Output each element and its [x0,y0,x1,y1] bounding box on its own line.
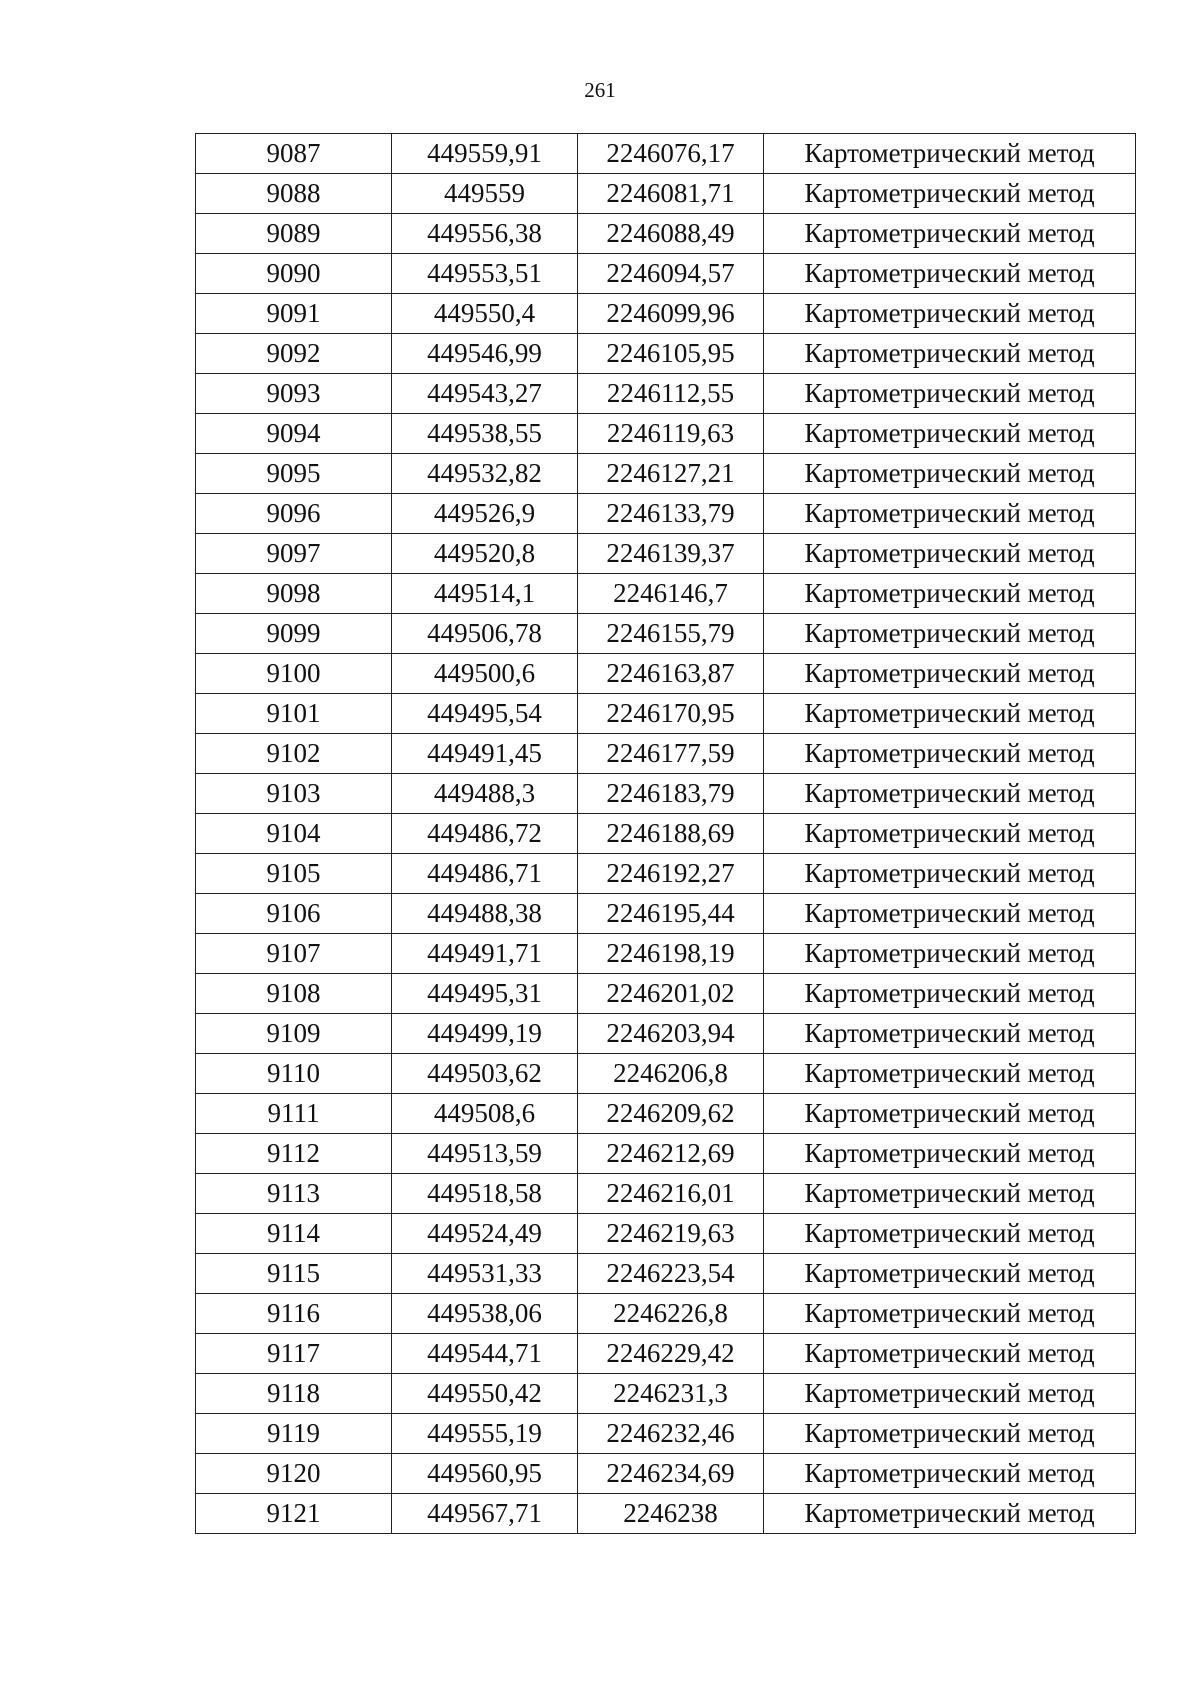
table-row [196,1094,1136,1134]
point-number-cell: 9103 [196,774,392,814]
y-coordinate-cell: 2246163,87 [578,654,764,694]
x-coordinate-cell: 449559 [392,174,578,214]
point-number-cell: 9119 [196,1414,392,1454]
point-number-cell: 9117 [196,1334,392,1374]
table-row [196,334,1136,374]
method-cell: Картометрический метод [764,974,1136,1014]
method-cell: Картометрический метод [764,774,1136,814]
point-number-cell: 9108 [196,974,392,1014]
y-coordinate-cell: 2246206,8 [578,1054,764,1094]
point-number-cell: 9111 [196,1094,392,1134]
method-cell: Картометрический метод [764,1054,1136,1094]
method-cell: Картометрический метод [764,1414,1136,1454]
page-number: 261 [584,78,616,102]
table-row [196,414,1136,454]
table-row [196,1294,1136,1334]
method-cell: Картометрический метод [764,1174,1136,1214]
y-coordinate-cell: 2246094,57 [578,254,764,294]
table-row [196,254,1136,294]
x-coordinate-cell: 449506,78 [392,614,578,654]
x-coordinate-cell: 449543,27 [392,374,578,414]
x-coordinate-cell: 449524,49 [392,1214,578,1254]
method-cell: Картометрический метод [764,1014,1136,1054]
point-number-cell: 9113 [196,1174,392,1214]
point-number-cell: 9105 [196,854,392,894]
y-coordinate-cell: 2246183,79 [578,774,764,814]
y-coordinate-cell: 2246238 [578,1494,764,1534]
point-number-cell: 9089 [196,214,392,254]
y-coordinate-cell: 2246127,21 [578,454,764,494]
table-row [196,294,1136,334]
x-coordinate-cell: 449491,71 [392,934,578,974]
x-coordinate-cell: 449503,62 [392,1054,578,1094]
point-number-cell: 9114 [196,1214,392,1254]
point-number-cell: 9099 [196,614,392,654]
y-coordinate-cell: 2246170,95 [578,694,764,734]
x-coordinate-cell: 449500,6 [392,654,578,694]
table-row [196,454,1136,494]
x-coordinate-cell: 449491,45 [392,734,578,774]
y-coordinate-cell: 2246188,69 [578,814,764,854]
table-row [196,894,1136,934]
x-coordinate-cell: 449520,8 [392,534,578,574]
x-coordinate-cell: 449495,54 [392,694,578,734]
y-coordinate-cell: 2246146,7 [578,574,764,614]
table-row [196,1014,1136,1054]
y-coordinate-cell: 2246088,49 [578,214,764,254]
table-row [196,814,1136,854]
method-cell: Картометрический метод [764,1214,1136,1254]
y-coordinate-cell: 2246198,19 [578,934,764,974]
table-row [196,934,1136,974]
point-number-cell: 9116 [196,1294,392,1334]
method-cell: Картометрический метод [764,1454,1136,1494]
x-coordinate-cell: 449560,95 [392,1454,578,1494]
x-coordinate-cell: 449488,3 [392,774,578,814]
method-cell: Картометрический метод [764,414,1136,454]
table-row [196,374,1136,414]
x-coordinate-cell: 449526,9 [392,494,578,534]
table-row [196,494,1136,534]
table-row [196,1414,1136,1454]
y-coordinate-cell: 2246203,94 [578,1014,764,1054]
method-cell: Картометрический метод [764,694,1136,734]
method-cell: Картометрический метод [764,1334,1136,1374]
y-coordinate-cell: 2246232,46 [578,1414,764,1454]
table-row [196,134,1136,174]
y-coordinate-cell: 2246112,55 [578,374,764,414]
method-cell: Картометрический метод [764,854,1136,894]
x-coordinate-cell: 449486,71 [392,854,578,894]
method-cell: Картометрический метод [764,454,1136,494]
method-cell: Картометрический метод [764,254,1136,294]
table-row [196,854,1136,894]
x-coordinate-cell: 449553,51 [392,254,578,294]
y-coordinate-cell: 2246105,95 [578,334,764,374]
method-cell: Картометрический метод [764,734,1136,774]
y-coordinate-cell: 2246223,54 [578,1254,764,1294]
table-row [196,1454,1136,1494]
table-row [196,654,1136,694]
point-number-cell: 9087 [196,134,392,174]
point-number-cell: 9096 [196,494,392,534]
point-number-cell: 9115 [196,1254,392,1294]
method-cell: Картометрический метод [764,1374,1136,1414]
method-cell: Картометрический метод [764,1254,1136,1294]
table-row [196,694,1136,734]
y-coordinate-cell: 2246139,37 [578,534,764,574]
method-cell: Картометрический метод [764,294,1136,334]
y-coordinate-cell: 2246119,63 [578,414,764,454]
table-row [196,614,1136,654]
method-cell: Картометрический метод [764,174,1136,214]
method-cell: Картометрический метод [764,934,1136,974]
table-row [196,734,1136,774]
method-cell: Картометрический метод [764,334,1136,374]
method-cell: Картометрический метод [764,1094,1136,1134]
point-number-cell: 9090 [196,254,392,294]
y-coordinate-cell: 2246201,02 [578,974,764,1014]
x-coordinate-cell: 449532,82 [392,454,578,494]
point-number-cell: 9097 [196,534,392,574]
x-coordinate-cell: 449508,6 [392,1094,578,1134]
table-row [196,214,1136,254]
point-number-cell: 9094 [196,414,392,454]
table-row [196,1174,1136,1214]
point-number-cell: 9118 [196,1374,392,1414]
point-number-cell: 9104 [196,814,392,854]
method-cell: Картометрический метод [764,1494,1136,1534]
x-coordinate-cell: 449544,71 [392,1334,578,1374]
y-coordinate-cell: 2246212,69 [578,1134,764,1174]
x-coordinate-cell: 449495,31 [392,974,578,1014]
y-coordinate-cell: 2246076,17 [578,134,764,174]
y-coordinate-cell: 2246219,63 [578,1214,764,1254]
x-coordinate-cell: 449499,19 [392,1014,578,1054]
method-cell: Картометрический метод [764,134,1136,174]
y-coordinate-cell: 2246081,71 [578,174,764,214]
x-coordinate-cell: 449518,58 [392,1174,578,1214]
table-row [196,534,1136,574]
x-coordinate-cell: 449488,38 [392,894,578,934]
y-coordinate-cell: 2246234,69 [578,1454,764,1494]
x-coordinate-cell: 449556,38 [392,214,578,254]
x-coordinate-cell: 449559,91 [392,134,578,174]
point-number-cell: 9101 [196,694,392,734]
y-coordinate-cell: 2246231,3 [578,1374,764,1414]
table-row [196,1214,1136,1254]
table-row [196,1374,1136,1414]
point-number-cell: 9120 [196,1454,392,1494]
y-coordinate-cell: 2246192,27 [578,854,764,894]
y-coordinate-cell: 2246229,42 [578,1334,764,1374]
y-coordinate-cell: 2246155,79 [578,614,764,654]
y-coordinate-cell: 2246209,62 [578,1094,764,1134]
method-cell: Картометрический метод [764,574,1136,614]
y-coordinate-cell: 2246195,44 [578,894,764,934]
x-coordinate-cell: 449531,33 [392,1254,578,1294]
point-number-cell: 9109 [196,1014,392,1054]
table-row [196,1254,1136,1294]
x-coordinate-cell: 449555,19 [392,1414,578,1454]
table-row [196,1054,1136,1094]
point-number-cell: 9121 [196,1494,392,1534]
point-number-cell: 9102 [196,734,392,774]
x-coordinate-cell: 449550,4 [392,294,578,334]
x-coordinate-cell: 449514,1 [392,574,578,614]
x-coordinate-cell: 449567,71 [392,1494,578,1534]
coordinates-table [195,133,1136,1534]
method-cell: Картометрический метод [764,494,1136,534]
point-number-cell: 9100 [196,654,392,694]
point-number-cell: 9088 [196,174,392,214]
point-number-cell: 9107 [196,934,392,974]
point-number-cell: 9093 [196,374,392,414]
x-coordinate-cell: 449538,06 [392,1294,578,1334]
y-coordinate-cell: 2246133,79 [578,494,764,534]
table-row [196,1494,1136,1534]
method-cell: Картометрический метод [764,374,1136,414]
x-coordinate-cell: 449550,42 [392,1374,578,1414]
method-cell: Картометрический метод [764,654,1136,694]
point-number-cell: 9106 [196,894,392,934]
point-number-cell: 9110 [196,1054,392,1094]
y-coordinate-cell: 2246099,96 [578,294,764,334]
y-coordinate-cell: 2246216,01 [578,1174,764,1214]
method-cell: Картометрический метод [764,614,1136,654]
method-cell: Картометрический метод [764,214,1136,254]
table-row [196,974,1136,1014]
point-number-cell: 9092 [196,334,392,374]
x-coordinate-cell: 449513,59 [392,1134,578,1174]
point-number-cell: 9095 [196,454,392,494]
y-coordinate-cell: 2246226,8 [578,1294,764,1334]
method-cell: Картометрический метод [764,534,1136,574]
method-cell: Картометрический метод [764,1294,1136,1334]
x-coordinate-cell: 449486,72 [392,814,578,854]
point-number-cell: 9098 [196,574,392,614]
x-coordinate-cell: 449538,55 [392,414,578,454]
x-coordinate-cell: 449546,99 [392,334,578,374]
table-row [196,1334,1136,1374]
point-number-cell: 9091 [196,294,392,334]
table-row [196,774,1136,814]
table-row [196,174,1136,214]
method-cell: Картометрический метод [764,1134,1136,1174]
y-coordinate-cell: 2246177,59 [578,734,764,774]
method-cell: Картометрический метод [764,894,1136,934]
point-number-cell: 9112 [196,1134,392,1174]
table-row [196,574,1136,614]
table-row [196,1134,1136,1174]
coordinates-table-body [196,134,1136,1534]
method-cell: Картометрический метод [764,814,1136,854]
